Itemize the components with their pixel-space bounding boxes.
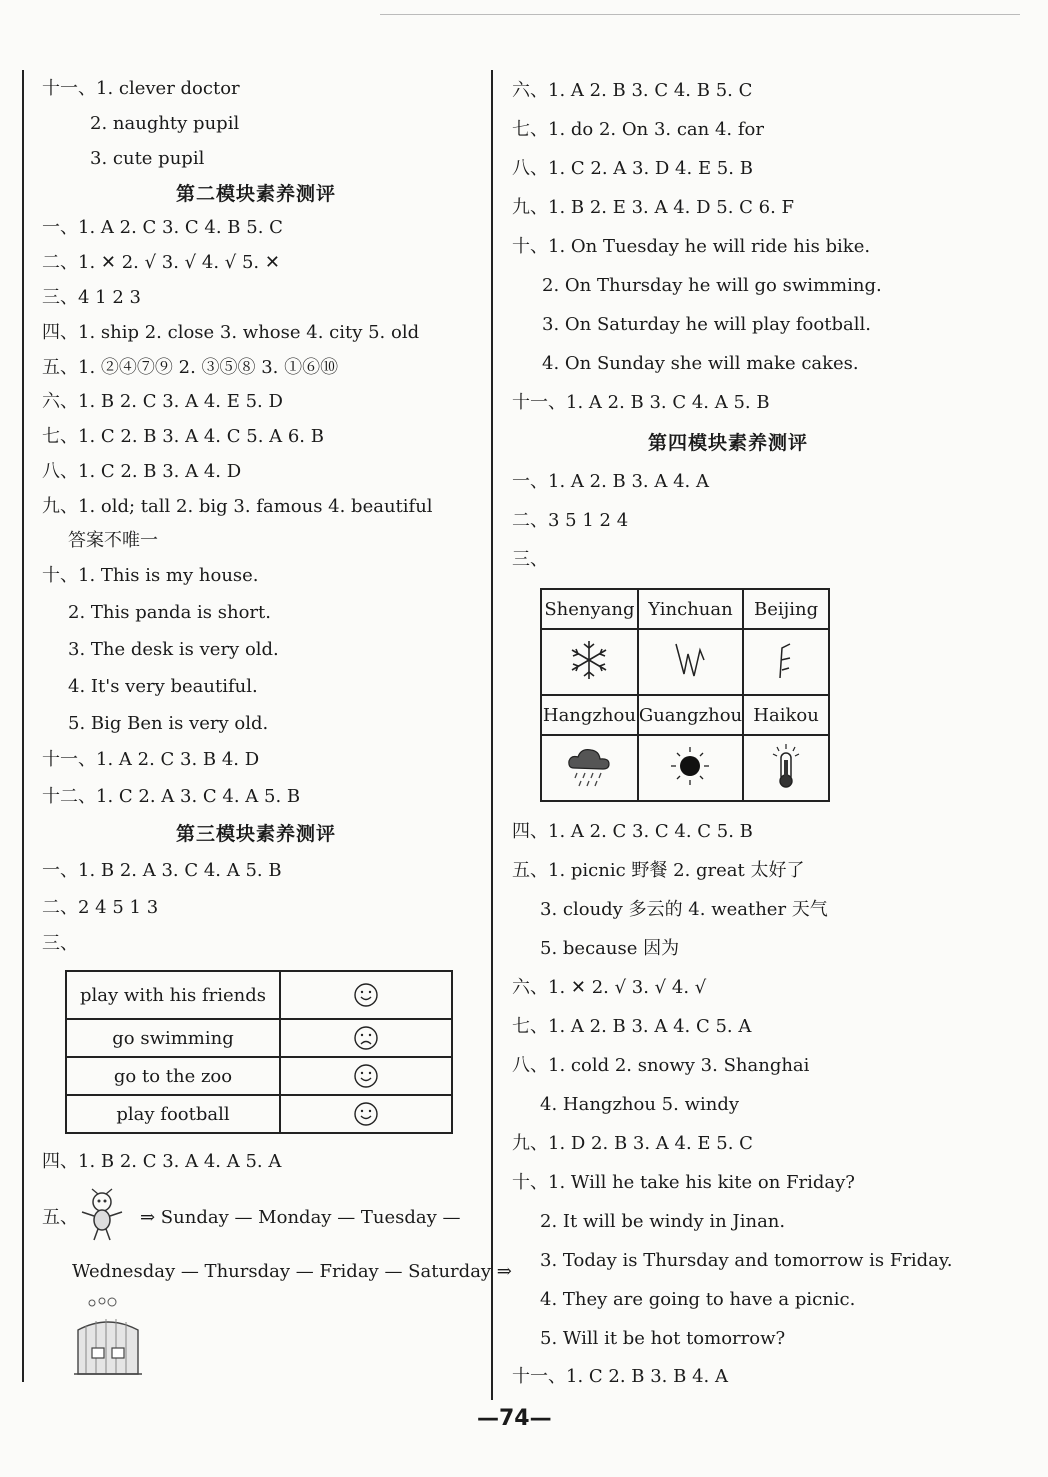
city-cell: Shenyang <box>541 589 638 629</box>
face-cell <box>280 1019 452 1057</box>
m4-s10-3: 3. Today is Thursday and tomorrow is Friday. <box>540 1250 953 1271</box>
m4-s4: 四、1. A 2. C 3. C 4. C 5. B <box>512 821 753 842</box>
m4-s11: 十一、1. C 2. B 3. B 4. A <box>512 1366 728 1387</box>
m2-s9: 九、1. old; tall 2. big 3. famous 4. beautiful <box>42 496 433 517</box>
thermometer-hot-icon <box>764 742 808 790</box>
m2-s5: 五、1. ②④⑦⑨ 2. ③⑤⑧ 3. ①⑥⑩ <box>42 357 339 378</box>
weather-cell <box>638 629 743 695</box>
activity-cell: play football <box>66 1095 280 1133</box>
sad-face-icon <box>353 1025 379 1051</box>
m2-s6: 六、1. B 2. C 3. A 4. E 5. D <box>42 391 283 412</box>
wind-icon <box>764 638 808 682</box>
m1-s11-line1: 十一、1. clever doctor <box>42 78 240 99</box>
m4-s7: 七、1. A 2. B 3. A 4. C 5. A <box>512 1016 752 1037</box>
m4-s3: 三、 <box>512 549 548 570</box>
module4-title: 第四模块素养测评 <box>648 432 809 454</box>
weather-cell <box>541 735 638 801</box>
m3-s5-days-line2: Wednesday — Thursday — Friday — Saturday ⇒ <box>72 1261 512 1282</box>
m2-s12: 十二、1. C 2. A 3. C 4. A 5. B <box>42 786 301 807</box>
activity-cell: go to the zoo <box>66 1057 280 1095</box>
m3-s6: 六、1. A 2. B 3. C 4. B 5. C <box>512 80 753 101</box>
m2-s10-1: 十、1. This is my house. <box>42 565 259 586</box>
m3-s4: 四、1. B 2. C 3. A 4. A 5. A <box>42 1151 282 1172</box>
module3-title: 第三模块素养测评 <box>176 823 337 845</box>
city-cell: Hangzhou <box>541 695 638 735</box>
wind-icon <box>668 638 712 682</box>
happy-face-icon <box>353 1101 379 1127</box>
m3-s10-1: 十、1. On Tuesday he will ride his bike. <box>512 236 871 257</box>
city-cell: Guangzhou <box>638 695 743 735</box>
m2-s11: 十一、1. A 2. C 3. B 4. D <box>42 749 260 770</box>
m3-s5-days-line1: ⇒ Sunday — Monday — Tuesday — <box>140 1207 461 1228</box>
m3-s7: 七、1. do 2. On 3. can 4. for <box>512 119 764 140</box>
sun-icon <box>668 744 712 788</box>
m2-s9-note: 答案不唯一 <box>68 530 158 551</box>
face-cell <box>280 1095 452 1133</box>
m3-s11: 十一、1. A 2. B 3. C 4. A 5. B <box>512 392 770 413</box>
m3-s10-4: 4. On Sunday she will make cakes. <box>542 353 859 374</box>
m4-s8-4: 4. Hangzhou 5. windy <box>540 1094 740 1115</box>
top-rule <box>380 14 1020 15</box>
weather-cell <box>743 629 829 695</box>
city-cell: Beijing <box>743 589 829 629</box>
left-margin-rule <box>22 70 24 1382</box>
city-cell: Yinchuan <box>638 589 743 629</box>
m4-s10-5: 5. Will it be hot tomorrow? <box>540 1328 786 1349</box>
weather-cell <box>743 735 829 801</box>
m3-s1: 一、1. B 2. A 3. C 4. A 5. B <box>42 860 282 881</box>
m1-s11-line2: 2. naughty pupil <box>90 113 240 134</box>
weather-cell <box>541 629 638 695</box>
m3-s9: 九、1. B 2. E 3. A 4. D 5. C 6. F <box>512 197 795 218</box>
module2-title: 第二模块素养测评 <box>176 183 337 205</box>
page-number: —74— <box>477 1406 552 1431</box>
m3-s5-label: 五、 <box>42 1207 78 1228</box>
m4-s9: 九、1. D 2. B 3. A 4. E 5. C <box>512 1133 753 1154</box>
m2-s8: 八、1. C 2. B 3. A 4. D <box>42 461 242 482</box>
m2-s1: 一、1. A 2. C 3. C 4. B 5. C <box>42 217 283 238</box>
activity-cell: go swimming <box>66 1019 280 1057</box>
m2-s10-2: 2. This panda is short. <box>68 602 271 623</box>
m4-s8: 八、1. cold 2. snowy 3. Shanghai <box>512 1055 810 1076</box>
m4-s5-5: 5. because 因为 <box>540 938 680 959</box>
m3-s2: 二、2 4 5 1 3 <box>42 897 159 918</box>
m3-s3: 三、 <box>42 933 78 954</box>
face-cell <box>280 1057 452 1095</box>
m4-s1: 一、1. A 2. B 3. A 4. A <box>512 471 709 492</box>
happy-face-icon <box>353 982 379 1008</box>
m2-s3: 三、4 1 2 3 <box>42 287 141 308</box>
m3-s10-2: 2. On Thursday he will go swimming. <box>542 275 882 296</box>
m4-s2: 二、3 5 1 2 4 <box>512 510 629 531</box>
snowflake-icon <box>567 638 611 682</box>
weather-table <box>540 588 830 802</box>
m4-s10-2: 2. It will be windy in Jinan. <box>540 1211 786 1232</box>
m4-s5-3: 3. cloudy 多云的 4. weather 天气 <box>540 899 828 920</box>
column-divider <box>491 70 493 1400</box>
m2-s7: 七、1. C 2. B 3. A 4. C 5. A 6. B <box>42 426 324 447</box>
ant-cartoon-icon <box>74 1188 130 1242</box>
rain-cloud-icon <box>564 742 614 790</box>
m2-s4: 四、1. ship 2. close 3. whose 4. city 5. old <box>42 322 420 343</box>
m2-s2: 二、1. ✕ 2. √ 3. √ 4. √ 5. ✕ <box>42 252 280 273</box>
m3-s8: 八、1. C 2. A 3. D 4. E 5. B <box>512 158 753 179</box>
happy-face-icon <box>353 1063 379 1089</box>
activity-table <box>65 970 453 1134</box>
m4-s10-4: 4. They are going to have a picnic. <box>540 1289 856 1310</box>
face-cell <box>280 971 452 1019</box>
weather-cell <box>638 735 743 801</box>
m2-s10-5: 5. Big Ben is very old. <box>68 713 269 734</box>
m4-s5-1: 五、1. picnic 野餐 2. great 太好了 <box>512 860 805 881</box>
m1-s11-line3: 3. cute pupil <box>90 148 205 169</box>
m2-s10-3: 3. The desk is very old. <box>68 639 279 660</box>
m2-s10-4: 4. It's very beautiful. <box>68 676 258 697</box>
m4-s6: 六、1. ✕ 2. √ 3. √ 4. √ <box>512 977 707 998</box>
city-cell: Haikou <box>743 695 829 735</box>
activity-cell: play with his friends <box>66 971 280 1019</box>
anthill-house-icon <box>72 1296 144 1380</box>
m4-s10-1: 十、1. Will he take his kite on Friday? <box>512 1172 855 1193</box>
m3-s10-3: 3. On Saturday he will play football. <box>542 314 871 335</box>
